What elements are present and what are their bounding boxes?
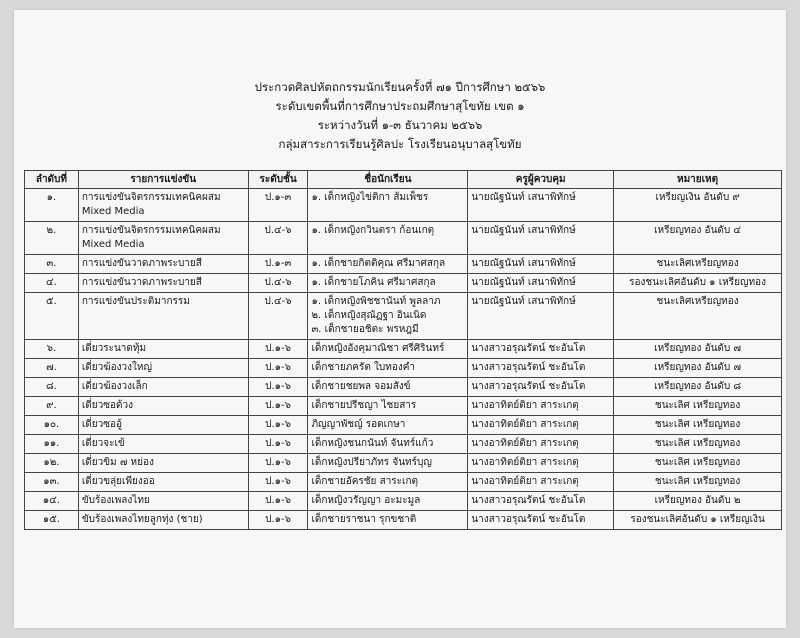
cell-no: ๑๒. bbox=[25, 454, 79, 473]
cell-note: ชนะเลิศเหรียญทอง bbox=[614, 293, 782, 340]
cell-level: ป.๑-๖ bbox=[248, 454, 308, 473]
student-name: ๑. เด็กชายโภคิน ศรีมาศสกุล bbox=[311, 277, 436, 288]
cell-teacher: นางสาวอรุณรัตน์ ชะอันโต bbox=[468, 340, 614, 359]
cell-teacher: นางสาวอรุณรัตน์ ชะอันโต bbox=[468, 378, 614, 397]
table-row bbox=[25, 222, 782, 255]
cell-level: ป.๑-๓ bbox=[248, 255, 308, 274]
cell-level: ป.๑-๖ bbox=[248, 435, 308, 454]
cell-no: ๘. bbox=[25, 378, 79, 397]
cell-no: ๖. bbox=[25, 340, 79, 359]
cell-level: ป.๑-๖ bbox=[248, 340, 308, 359]
event-line: Mixed Media bbox=[81, 206, 145, 217]
student-name: ๑. เด็กหญิงกวินตรา ก้อนเกตุ bbox=[311, 225, 435, 236]
title-line-1: ประกวดศิลปหัตถกรรมนักเรียนครั้งที่ ๗๑ ปีการศึกษา ๒๕๖๖ bbox=[254, 80, 546, 94]
cell-student bbox=[308, 492, 468, 511]
event-line: Mixed Media bbox=[81, 239, 145, 250]
table-row bbox=[25, 378, 782, 397]
student-name: เด็กหญิงอังคุมาณิชา ศรีศิรินทร์ bbox=[311, 343, 445, 354]
cell-student bbox=[308, 435, 468, 454]
cell-event bbox=[78, 473, 248, 492]
cell-no: ๑. bbox=[25, 189, 79, 222]
table-row bbox=[25, 340, 782, 359]
student-name: เด็กชายชยพล จอมสังข์ bbox=[311, 381, 411, 392]
student-name: ๓. เด็กชายอชิตะ พรหฎมี bbox=[311, 324, 419, 335]
cell-note: รองชนะเลิศอันดับ ๑ เหรียญเงิน bbox=[614, 511, 782, 530]
cell-teacher: นางอาทิตย์ติยา สาระเกตุ bbox=[468, 435, 614, 454]
cell-note: ชนะเลิศ เหรียญทอง bbox=[614, 435, 782, 454]
table-row bbox=[25, 416, 782, 435]
student-name: ๒. เด็กหญิงสุณัฏฐา อินเนิด bbox=[311, 310, 427, 321]
event-line: การแข่งขันวาดภาพระบายสี bbox=[81, 258, 202, 269]
student-name: เด็กชายภครัต ใบทองคำ bbox=[311, 362, 416, 373]
table-row bbox=[25, 511, 782, 530]
cell-event bbox=[78, 416, 248, 435]
cell-student bbox=[308, 274, 468, 293]
table-row bbox=[25, 435, 782, 454]
table-row bbox=[25, 189, 782, 222]
student-name: ๑. เด็กหญิงพิชชานันท์ พูลลาภ bbox=[311, 296, 441, 307]
cell-note: เหรียญทอง อันดับ ๗ bbox=[614, 359, 782, 378]
student-name: เด็กชายปรีชญา ไชยสาร bbox=[311, 400, 417, 411]
column-header-level: ระดับชั้น bbox=[248, 171, 308, 189]
cell-event bbox=[78, 293, 248, 340]
cell-teacher: นางสาวอรุณรัตน์ ชะอันโต bbox=[468, 511, 614, 530]
cell-no: ๑๔. bbox=[25, 492, 79, 511]
student-name: ๑. เด็กชายกิตติคุณ ศรีมาศสกุล bbox=[311, 258, 446, 269]
cell-event bbox=[78, 492, 248, 511]
cell-note: เหรียญทอง อันดับ ๔ bbox=[614, 222, 782, 255]
cell-level: ป.๑-๖ bbox=[248, 416, 308, 435]
cell-level: ป.๔-๖ bbox=[248, 293, 308, 340]
cell-teacher: นางสาวอรุณรัตน์ ชะอันโต bbox=[468, 359, 614, 378]
table-row bbox=[25, 397, 782, 416]
cell-no: ๑๕. bbox=[25, 511, 79, 530]
column-header-student: ชื่อนักเรียน bbox=[308, 171, 468, 189]
cell-student bbox=[308, 293, 468, 340]
event-line: การแข่งขันวาดภาพระบายสี bbox=[81, 277, 202, 288]
event-line: การแข่งขันจิตรกรรมเทคนิคผสม bbox=[81, 192, 221, 203]
cell-teacher: นายณัฐนันท์ เสนาพิทักษ์ bbox=[468, 222, 614, 255]
student-name: เด็กหญิงวรัญญา อะมะมูล bbox=[311, 495, 421, 506]
event-line: เดี่ยวขิม ๗ หย่อง bbox=[81, 457, 154, 468]
event-line: เดี่ยวระนาดทุ้ม bbox=[81, 343, 147, 354]
cell-student bbox=[308, 454, 468, 473]
table-row bbox=[25, 492, 782, 511]
cell-no: ๑๓. bbox=[25, 473, 79, 492]
event-line: เดี่ยวขลุ่ยเพียงออ bbox=[81, 476, 155, 487]
cell-event bbox=[78, 378, 248, 397]
cell-note: รองชนะเลิศอันดับ ๑ เหรียญทอง bbox=[614, 274, 782, 293]
table-row bbox=[25, 473, 782, 492]
table-row bbox=[25, 274, 782, 293]
cell-no: ๑๐. bbox=[25, 416, 79, 435]
cell-student bbox=[308, 359, 468, 378]
cell-teacher: นายณัฐนันท์ เสนาพิทักษ์ bbox=[468, 255, 614, 274]
title-line-4: กลุ่มสาระการเรียนรู้ศิลปะ โรงเรียนอนุบาลสุโขทัย bbox=[278, 137, 522, 151]
event-line: เดี่ยวซออู้ bbox=[81, 419, 123, 430]
cell-event bbox=[78, 435, 248, 454]
student-name: เด็กชายราชนา รุกขชาติ bbox=[311, 514, 417, 525]
table-row bbox=[25, 454, 782, 473]
cell-student bbox=[308, 255, 468, 274]
table-row bbox=[25, 293, 782, 340]
cell-teacher: นายณัฐนันท์ เสนาพิทักษ์ bbox=[468, 189, 614, 222]
cell-teacher: นางอาทิตย์ติยา สาระเกตุ bbox=[468, 473, 614, 492]
cell-student bbox=[308, 397, 468, 416]
cell-teacher: นางสาวอรุณรัตน์ ชะอันโต bbox=[468, 492, 614, 511]
cell-event bbox=[78, 274, 248, 293]
cell-level: ป.๑-๖ bbox=[248, 378, 308, 397]
cell-note: เหรียญเงิน อันดับ ๙ bbox=[614, 189, 782, 222]
cell-note: เหรียญทอง อันดับ ๘ bbox=[614, 378, 782, 397]
cell-event bbox=[78, 511, 248, 530]
cell-level: ป.๑-๖ bbox=[248, 511, 308, 530]
cell-no: ๕. bbox=[25, 293, 79, 340]
cell-event bbox=[78, 359, 248, 378]
column-header-no: ลำดับที่ bbox=[25, 171, 79, 189]
cell-teacher: นางอาทิตย์ติยา สาระเกตุ bbox=[468, 397, 614, 416]
event-line: ขับร้องเพลงไทย bbox=[81, 495, 150, 506]
event-line: เดี่ยวฆ้องวงเล็ก bbox=[81, 381, 148, 392]
cell-note: ชนะเลิศ เหรียญทอง bbox=[614, 473, 782, 492]
column-header-teacher: ครูผู้ควบคุม bbox=[468, 171, 614, 189]
document-header bbox=[14, 78, 786, 154]
cell-no: ๓. bbox=[25, 255, 79, 274]
column-header-event: รายการแข่งขัน bbox=[78, 171, 248, 189]
cell-no: ๔. bbox=[25, 274, 79, 293]
cell-level: ป.๑-๖ bbox=[248, 473, 308, 492]
event-line: ขับร้องเพลงไทยลูกทุ่ง (ชาย) bbox=[81, 514, 203, 525]
event-line: การแข่งขันประติมากรรม bbox=[81, 296, 190, 307]
cell-no: ๑๑. bbox=[25, 435, 79, 454]
student-name: เด็กหญิงชนกนันท์ จันทร์แก้ว bbox=[311, 438, 434, 449]
cell-note: เหรียญทอง อันดับ ๒ bbox=[614, 492, 782, 511]
cell-level: ป.๔-๖ bbox=[248, 274, 308, 293]
cell-student bbox=[308, 378, 468, 397]
cell-teacher: นางอาทิตย์ติยา สาระเกตุ bbox=[468, 416, 614, 435]
cell-student bbox=[308, 511, 468, 530]
student-name: เด็กหญิงปรียาภัทร จันทร์บุญ bbox=[311, 457, 432, 468]
event-line: เดี่ยวซอด้วง bbox=[81, 400, 133, 411]
cell-note: ชนะเลิศ เหรียญทอง bbox=[614, 397, 782, 416]
cell-event bbox=[78, 340, 248, 359]
student-name: เด็กชายอัครชัย สาระเกตุ bbox=[311, 476, 419, 487]
title-line-3: ระหว่างวันที่ ๑-๓ ธันวาคม ๒๕๖๖ bbox=[317, 118, 483, 132]
cell-teacher: นางอาทิตย์ติยา สาระเกตุ bbox=[468, 454, 614, 473]
table-header-row bbox=[25, 171, 782, 189]
cell-student bbox=[308, 189, 468, 222]
table-row bbox=[25, 359, 782, 378]
cell-teacher: นายณัฐนันท์ เสนาพิทักษ์ bbox=[468, 274, 614, 293]
event-line: การแข่งขันจิตรกรรมเทคนิคผสม bbox=[81, 225, 221, 236]
student-name: ๑. เด็กหญิงไข่ติกา ส้มเพ็ชร bbox=[311, 192, 429, 203]
cell-level: ป.๑-๓ bbox=[248, 189, 308, 222]
document-page bbox=[14, 10, 786, 628]
cell-level: ป.๔-๖ bbox=[248, 222, 308, 255]
student-name: ภิญญาพัชญ์ รอดเกษา bbox=[311, 419, 406, 430]
event-line: เดี่ยวจะเข้ bbox=[81, 438, 125, 449]
cell-student bbox=[308, 416, 468, 435]
cell-no: ๙. bbox=[25, 397, 79, 416]
cell-level: ป.๑-๖ bbox=[248, 359, 308, 378]
column-header-note: หมายเหตุ bbox=[614, 171, 782, 189]
cell-no: ๒. bbox=[25, 222, 79, 255]
cell-level: ป.๑-๖ bbox=[248, 397, 308, 416]
title-line-2: ระดับเขตพื้นที่การศึกษาประถมศึกษาสุโขทัย เขต ๑ bbox=[275, 99, 525, 113]
cell-teacher: นายณัฐนันท์ เสนาพิทักษ์ bbox=[468, 293, 614, 340]
cell-event bbox=[78, 255, 248, 274]
cell-event bbox=[78, 189, 248, 222]
cell-note: ชนะเลิศ เหรียญทอง bbox=[614, 416, 782, 435]
cell-event bbox=[78, 454, 248, 473]
cell-student bbox=[308, 222, 468, 255]
cell-event bbox=[78, 222, 248, 255]
table-body bbox=[25, 189, 782, 530]
cell-level: ป.๑-๖ bbox=[248, 492, 308, 511]
cell-student bbox=[308, 340, 468, 359]
cell-note: ชนะเลิศ เหรียญทอง bbox=[614, 454, 782, 473]
cell-no: ๗. bbox=[25, 359, 79, 378]
cell-event bbox=[78, 397, 248, 416]
event-line: เดี่ยวฆ้องวงใหญ่ bbox=[81, 362, 153, 373]
cell-note: เหรียญทอง อันดับ ๗ bbox=[614, 340, 782, 359]
table-row bbox=[25, 255, 782, 274]
cell-note: ชนะเลิศเหรียญทอง bbox=[614, 255, 782, 274]
results-table bbox=[24, 170, 782, 530]
cell-student bbox=[308, 473, 468, 492]
